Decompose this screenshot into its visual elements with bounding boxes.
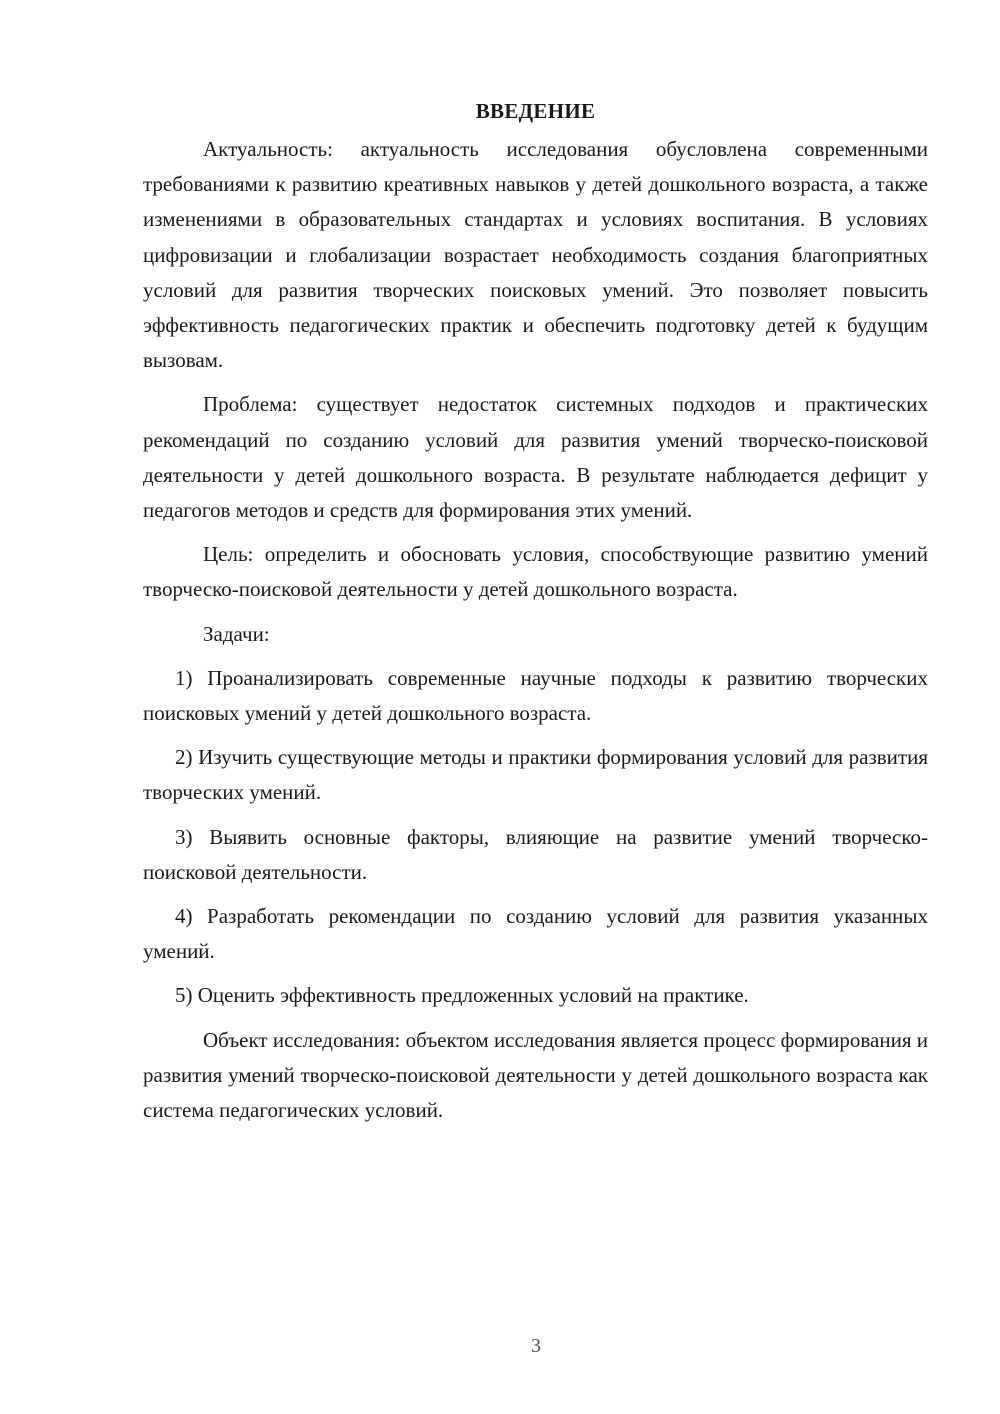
research-object-paragraph: Объект исследования: объектом исследования является процесс формирования и развития умений творческо-поисковой деятельности у детей дошкольного возраста как система педагогических условий. bbox=[143, 1027, 928, 1123]
document-page bbox=[143, 96, 928, 1128]
page-number: 3 bbox=[531, 1335, 541, 1357]
task-item-2: 2) Изучить существующие методы и практики формирования условий для развития творческих умений. bbox=[143, 745, 928, 805]
task-item-3: 3) Выявить основные факторы, влияющие на развитие умений творческо-поисковой деятельности. bbox=[143, 824, 928, 884]
task-item-4: 4) Разработать рекомендации по созданию условий для развития указанных умений. bbox=[143, 904, 928, 964]
task-item-1: 1) Проанализировать современные научные подходы к развитию творческих поисковых умений у детей дошкольного возраста. bbox=[143, 665, 928, 726]
goal-paragraph: Цель: определить и обосновать условия, способствующие развитию умений творческо-поисковой деятельности у детей дошкольного возраста. bbox=[143, 542, 928, 602]
page-title: ВВЕДЕНИЕ bbox=[475, 99, 596, 123]
task-item-5: 5) Оценить эффективность предложенных условий на практике. bbox=[175, 983, 749, 1008]
problem-paragraph: Проблема: существует недостаток системных подходов и практических рекомендаций по созданию условий для развития умений творческо-поисковой деятельности у детей дошкольного возраста. В результате наблюдается дефицит у педагогов методов и средств для формирования этих умений. bbox=[143, 392, 928, 523]
tasks-heading: Задачи: bbox=[203, 621, 270, 646]
relevance-paragraph: Актуальность: актуальность исследования обусловлена современными требованиями к развитию креативных навыков у детей дошкольного возраста, а также изменениями в образовательных стандартах и условиях воспитания. В условиях цифровизации и глобализации возрастает необходимость создания благоприятных условий для развития творческих поисковых умений. Это позволяет повысить эффективность педагогических практик и обеспечить подготовку детей к будущим вызовам. bbox=[143, 137, 928, 373]
